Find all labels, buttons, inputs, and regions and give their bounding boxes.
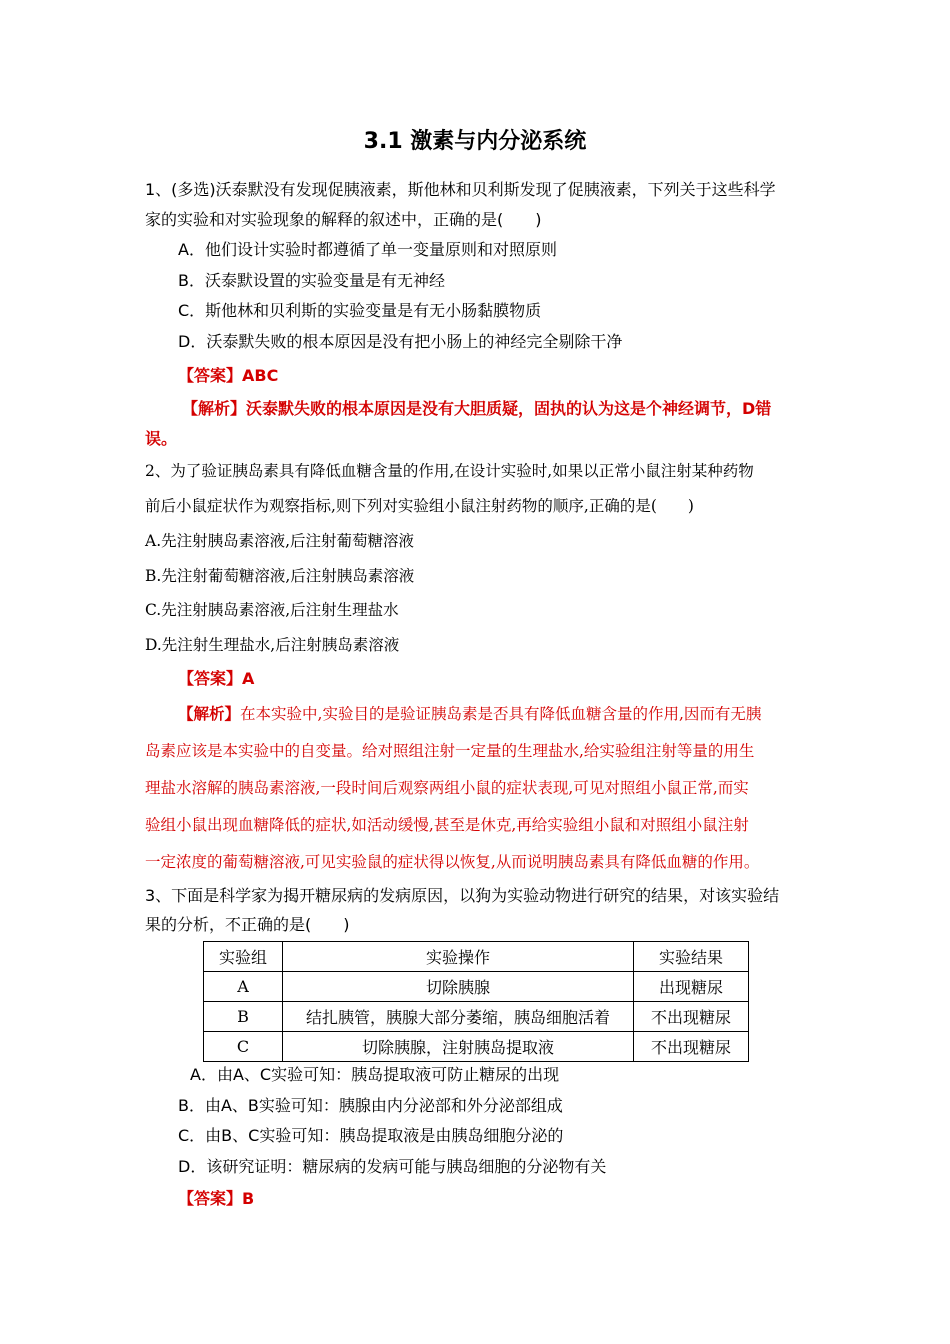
q2-analysis-line5: 一定浓度的葡萄糖溶液,可见实验鼠的症状得以恢复,从而说明胰岛素具有降低血糖的作用。 <box>145 853 760 871</box>
table-cell-result: 不出现糖尿 <box>634 1032 749 1062</box>
q1-analysis-label: 【解析】 <box>182 399 247 418</box>
table-cell-operation: 切除胰腺，注射胰岛提取液 <box>283 1032 634 1062</box>
q2-analysis-line2: 岛素应该是本实验中的自变量。给对照组注射一定量的生理盐水,给实验组注射等量的用生 <box>145 742 755 760</box>
q3-answer <box>178 1188 848 1210</box>
q1-answer <box>178 365 848 387</box>
q3-option-a: A．由A、C实验可知：胰岛提取液可防止糖尿的出现 <box>190 1065 560 1084</box>
q2-answer <box>178 668 848 690</box>
q2-analysis-label: 【解析】 <box>178 704 241 723</box>
q2-stem-line1: 2、为了验证胰岛素具有降低血糖含量的作用,在设计实验时,如果以正常小鼠注射某种药物 <box>145 462 754 480</box>
table-header-row <box>204 942 749 972</box>
q2-option-c: C.先注射胰岛素溶液,后注射生理盐水 <box>145 601 399 619</box>
q3-answer-value: B <box>242 1189 255 1208</box>
q2-answer-value: A <box>242 669 255 688</box>
page-title: 3.1 激素与内分泌系统 <box>363 129 587 154</box>
q2-analysis-text: 在本实验中,实验目的是验证胰岛素是否具有降低血糖含量的作用,因而有无胰 <box>240 705 762 723</box>
q1-analysis-text: 沃泰默失败的根本原因是没有大胆质疑，固执的认为这是个神经调节，D错 <box>246 399 772 418</box>
table-cell-result: 出现糖尿 <box>634 972 749 1002</box>
q1-stem-line2: 家的实验和对实验现象的解释的叙述中，正确的是( ) <box>145 210 542 229</box>
table-header-operation: 实验操作 <box>283 942 634 972</box>
q1-analysis-line2: 误。 <box>145 429 178 448</box>
table-header-group: 实验组 <box>204 942 283 972</box>
table-cell-operation: 结扎胰管，胰腺大部分萎缩，胰岛细胞活着 <box>283 1002 634 1032</box>
experiment-table <box>203 941 749 1062</box>
q1-answer-value: ABC <box>242 366 279 385</box>
q1-option-d: D．沃泰默失败的根本原因是没有把小肠上的神经完全剔除干净 <box>178 332 623 351</box>
q3-option-b: B．由A、B实验可知：胰腺由内分泌部和外分泌部组成 <box>178 1096 563 1115</box>
table-cell-operation: 切除胰腺 <box>283 972 634 1002</box>
q2-analysis-line1 <box>178 703 815 725</box>
q2-stem-line2: 前后小鼠症状作为观察指标,则下列对实验组小鼠注射药物的顺序,正确的是( ) <box>145 497 694 515</box>
q1-stem-line1: 1、(多选)沃泰默没有发现促胰液素，斯他林和贝利斯发现了促胰液素，下列关于这些科学 <box>145 180 776 199</box>
table-row <box>204 1032 749 1062</box>
q3-stem-line1: 3、下面是科学家为揭开糖尿病的发病原因，以狗为实验动物进行研究的结果，对该实验结 <box>145 886 780 905</box>
q1-answer-label: 【答案】 <box>178 366 243 385</box>
q3-option-c: C．由B、C实验可知：胰岛提取液是由胰岛细胞分泌的 <box>178 1126 564 1145</box>
q1-option-b: B．沃泰默设置的实验变量是有无神经 <box>178 271 445 290</box>
q3-option-d: D．该研究证明：糖尿病的发病可能与胰岛细胞的分泌物有关 <box>178 1157 607 1176</box>
q2-answer-label: 【答案】 <box>178 669 243 688</box>
table-cell-group: A <box>204 972 283 1002</box>
table-row <box>204 1002 749 1032</box>
q2-analysis-line3: 理盐水溶解的胰岛素溶液,一段时间后观察两组小鼠的症状表现,可见对照组小鼠正常,而实 <box>145 779 749 797</box>
table-cell-result: 不出现糖尿 <box>634 1002 749 1032</box>
q1-option-a: A．他们设计实验时都遵循了单一变量原则和对照原则 <box>178 240 557 259</box>
q2-option-b: B.先注射葡萄糖溶液,后注射胰岛素溶液 <box>145 567 415 585</box>
q3-answer-label: 【答案】 <box>178 1189 243 1208</box>
q3-stem-line2: 果的分析，不正确的是( ) <box>145 915 350 934</box>
q2-option-d: D.先注射生理盐水,后注射胰岛素溶液 <box>145 636 400 654</box>
q1-analysis-line1 <box>182 398 815 420</box>
q1-option-c: C．斯他林和贝利斯的实验变量是有无小肠黏膜物质 <box>178 301 542 320</box>
q2-option-a: A.先注射胰岛素溶液,后注射葡萄糖溶液 <box>145 532 415 550</box>
table-cell-group: C <box>204 1032 283 1062</box>
table-row <box>204 972 749 1002</box>
q2-analysis-line4: 验组小鼠出现血糖降低的症状,如活动缓慢,甚至是休克,再给实验组小鼠和对照组小鼠注射 <box>145 816 749 834</box>
table-cell-group: B <box>204 1002 283 1032</box>
table-header-result: 实验结果 <box>634 942 749 972</box>
